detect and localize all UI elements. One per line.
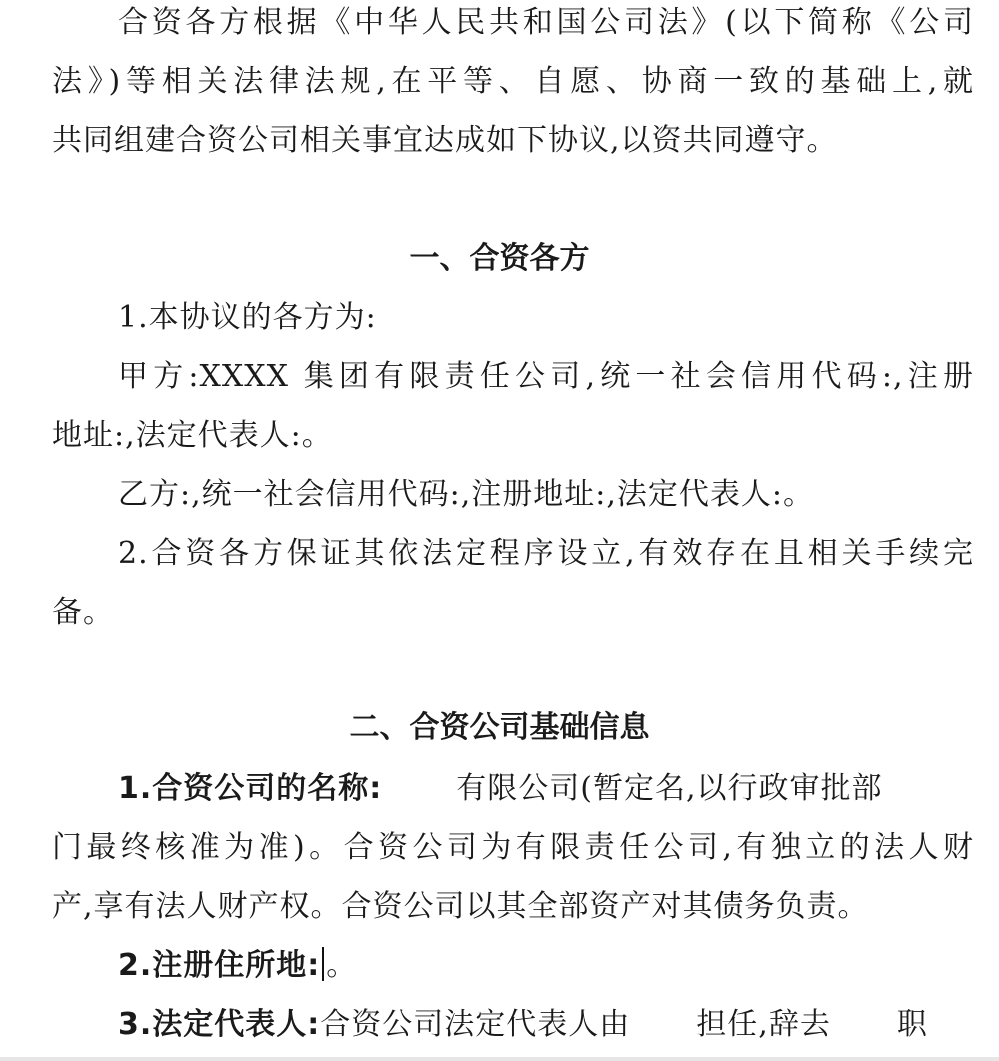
section-heading-company-info: 二、合资公司基础信息: [349, 710, 650, 745]
company-name-line-2: 门最终核准为准)。合资公司为有限责任公司,有独立的法人财: [52, 830, 974, 865]
legal-rep-text-a: 合资公司法定代表人由: [320, 1007, 631, 1042]
legal-rep-text-c: 职: [896, 1007, 928, 1042]
legal-rep-line: [118, 1004, 974, 1046]
registered-address-end: 。: [326, 948, 358, 983]
preamble-line-2: 法》)等相关法律法规,在平等、自愿、协商一致的基础上,就: [52, 64, 974, 99]
party-a-line-2: 地址:,法定代表人:。: [52, 418, 333, 453]
company-name-line-1: [118, 768, 974, 810]
preamble-line-3: 共同组建合资公司相关事宜达成如下协议,以资共同遵守。: [52, 123, 838, 158]
party-b-line: 乙方:,统一社会信用代码:,注册地址:,法定代表人:。: [118, 477, 815, 512]
text-cursor[interactable]: [322, 947, 324, 981]
registered-address-label: 2.注册住所地:: [118, 948, 321, 983]
registered-address-line: [118, 945, 974, 987]
preamble-line-1: 合资各方根据《中华人民共和国公司法》(以下简称《公司: [118, 5, 974, 40]
legal-rep-label: 3.法定代表人:: [118, 1007, 321, 1042]
page-bottom-edge: [0, 1057, 999, 1061]
section-heading-parties: 一、合资各方: [409, 241, 590, 276]
company-name-text: 有限公司(暂定名,以行政审批部: [456, 771, 883, 806]
company-name-line-3: 产,享有法人财产权。合资公司以其全部资产对其债务负责。: [52, 889, 869, 924]
legal-rep-text-b: 担任,辞去: [696, 1007, 831, 1042]
company-name-label: 1.合资公司的名称:: [118, 771, 383, 806]
party-a-line-1: 甲方:XXXX 集团有限责任公司,统一社会信用代码:,注册: [118, 359, 974, 394]
item-guarantee-line-1: 2.合资各方保证其依法定程序设立,有效存在且相关手续完: [118, 536, 974, 571]
item-parties-intro: 1.本协议的各方为:: [118, 300, 377, 335]
item-guarantee-line-2: 备。: [52, 595, 114, 630]
